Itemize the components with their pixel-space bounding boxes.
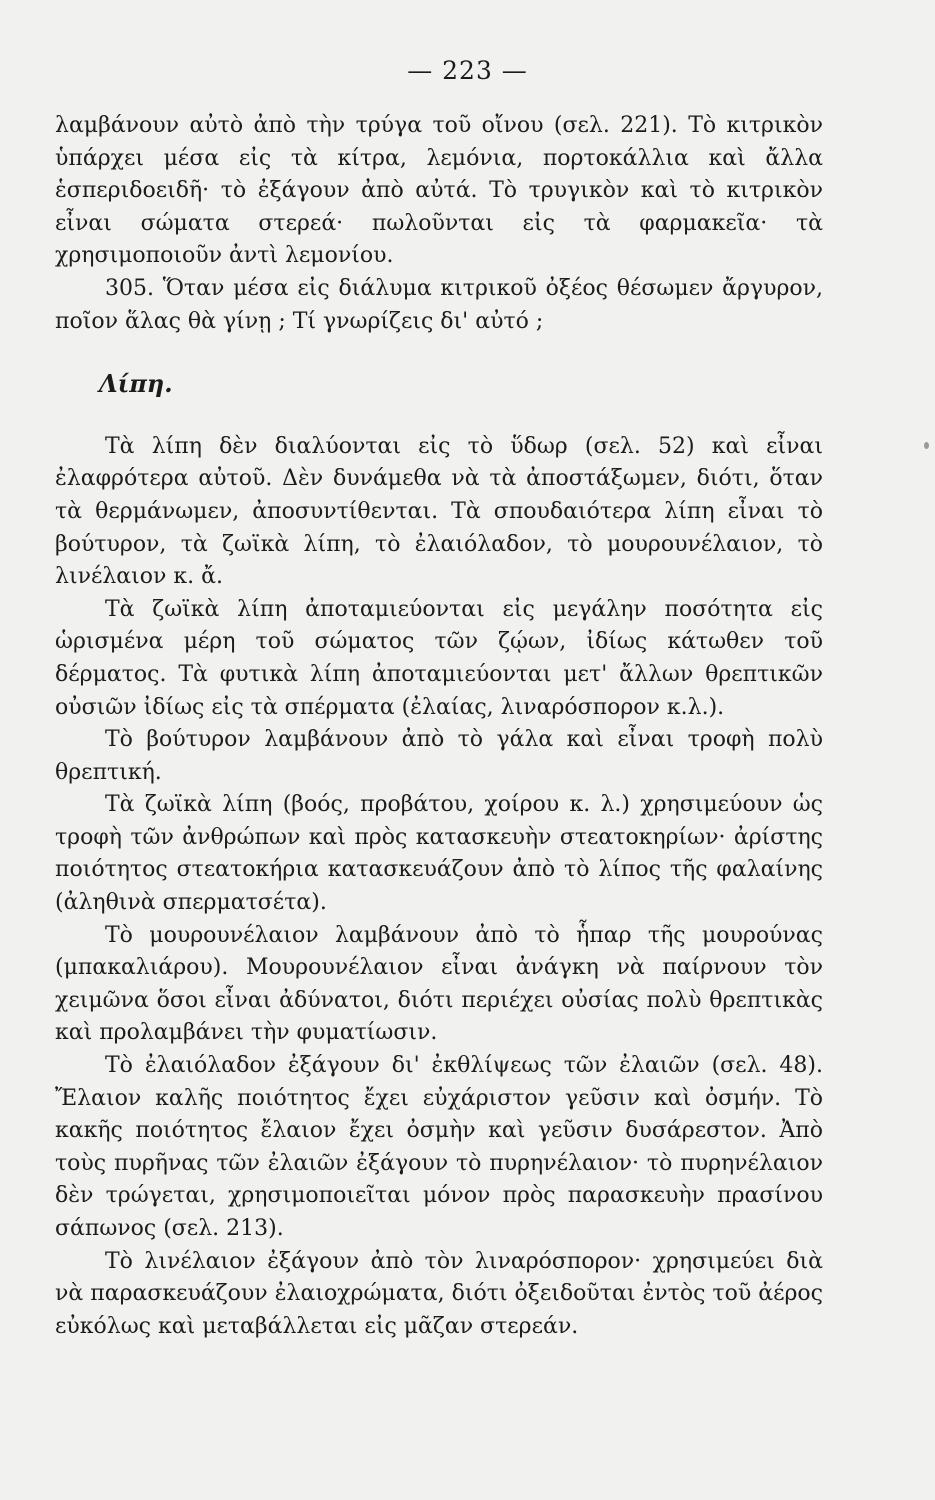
page-number: — 223 — (407, 56, 528, 85)
paper-speck (924, 442, 929, 449)
paragraph: Τὰ ζωϊκὰ λίπη (βοός, προβάτου, χοίρου κ. λ.) χρησιμεύουν ὡς τροφὴ τῶν ἀνθρώπων καὶ πρὸς κατασκευὴν στεατοκηρίων· ἀρίστης ποιότητος στεατοκήρια κατασκευάζουν ἀπὸ τὸ λίπος τῆς φαλαίνης (ἀληθινὰ σπερματσέτα). (55, 792, 823, 916)
paragraph: Τὸ λινέλαιον ἐξάγουν ἀπὸ τὸν λιναρόσπορον· χρησιμεύει διὰ νὰ παρασκευάζουν ἐλαιοχρώματα, διότι ὀξειδοῦται ἐντὸς τοῦ ἀέρος εὐκόλως καὶ μεταβάλλεται εἰς μᾶζαν στερεάν. (55, 1248, 823, 1339)
paragraph: Τὸ βούτυρον λαμβάνουν ἀπὸ τὸ γάλα καὶ εἶναι τροφὴ πολὺ θρεπτική. (55, 727, 823, 785)
paragraph-continuation: λαμβάνουν αὐτὸ ἀπὸ τὴν τρύγα τοῦ οἴνου (σελ. 221). Τὸ κιτρικὸν ὑπάρχει μέσα εἰς τὰ κίτρα, λεμόνια, πορτοκάλλια καὶ ἄλλα ἑσπεριδοειδῆ· τὸ ἐξάγουν ἀπὸ αὐτά. Τὸ τρυγικὸν καὶ τὸ κιτρικὸν εἶναι σώματα στερεά· πωλοῦνται εἰς τὰ φαρμακεῖα· τὰ χρησιμοποιοῦν ἀντὶ λεμονίου. (55, 113, 823, 269)
paragraph: Τὰ ζωϊκὰ λίπη ἀποταμιεύονται εἰς μεγάλην ποσότητα εἰς ὡρισμένα μέρη τοῦ σώματος τῶν ζῴων, ἰδίως κάτωθεν τοῦ δέρματος. Τὰ φυτικὰ λίπη ἀποταμιεύονται μετ' ἄλλων θρεπτικῶν οὐσιῶν ἰδίως εἰς τὰ σπέρματα (ἐλαίας, λιναρόσπορον κ.λ.). (55, 596, 823, 720)
body-text (55, 110, 823, 1343)
section-heading: Λίπη. (99, 369, 173, 399)
paragraph: Τὸ ἐλαιόλαδον ἐξάγουν δι' ἐκθλίψεως τῶν ἐλαιῶν (σελ. 48). Ἔλαιον καλῆς ποιότητος ἔχει εὐχάριστον γεῦσιν καὶ ὀσμήν. Τὸ κακῆς ποιότητος ἔλαιον ἔχει ὀσμὴν καὶ γεῦσιν δυσάρεστον. Ἀπὸ τοὺς πυρῆνας τῶν ἐλαιῶν ἐξάγουν τὸ πυρηνέλαιον· τὸ πυρηνέλαιον δὲν τρώγεται, χρησιμοποιεῖται μόνον πρὸς παρασκευὴν πρασίνου σάπωνος (σελ. 213). (55, 1053, 823, 1241)
paragraph: Τὸ μουρουνέλαιον λαμβάνουν ἀπὸ τὸ ἧπαρ τῆς μουρούνας (μπακαλιάρου). Μουρουνέλαιον εἶναι ἀνάγκη νὰ παίρνουν τὸν χειμῶνα ὅσοι εἶναι ἀδύνατοι, διότι περιέχει οὐσίας πολὺ θρεπτικὰς καὶ προλαμβάνει τὴν φυματίωσιν. (55, 922, 823, 1046)
question-305: 305. Ὅταν μέσα εἰς διάλυμα κιτρικοῦ ὀξέος θέσωμεν ἄργυρον, ποῖον ἅλας θὰ γίνῃ ; Τί γνωρίζεις δι' αὐτό ; (55, 275, 823, 334)
paragraph: Τὰ λίπη δὲν διαλύονται εἰς τὸ ὕδωρ (σελ. 52) καὶ εἶναι ἐλαφρότερα αὐτοῦ. Δὲν δυνάμεθα νὰ τὰ ἀποστάξωμεν, διότι, ὅταν τὰ θερμάνωμεν, ἀποσυντίθενται. Τὰ σπουδαιότερα λίπη εἶναι τὸ βούτυρον, τὰ ζωϊκὰ λίπη, τὸ ἐλαιόλαδον, τὸ μουρουνέλαιον, τὸ λινέλαιον κ. ἄ. (55, 433, 823, 590)
